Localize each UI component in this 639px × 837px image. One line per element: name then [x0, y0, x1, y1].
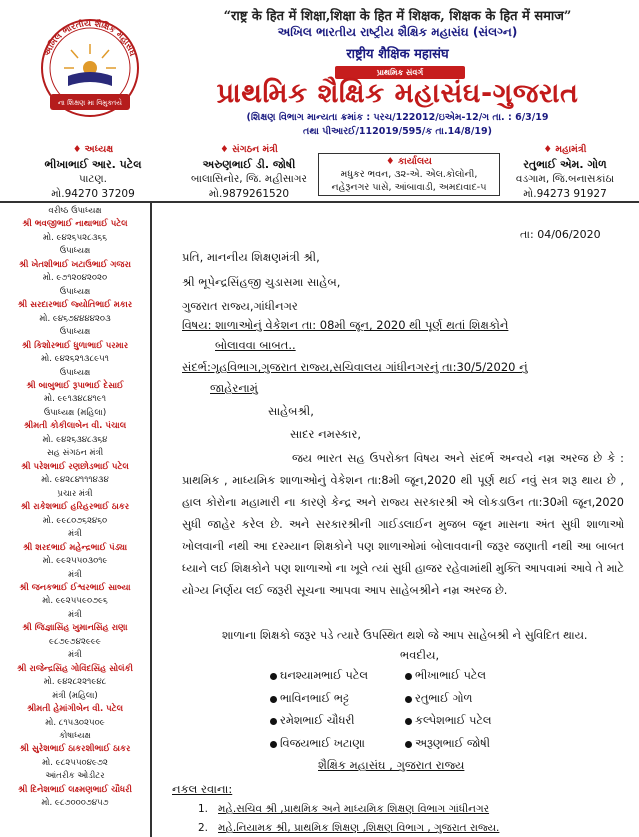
bullet-icon — [270, 696, 277, 703]
organization-signature: શૈક્ષિક મહાસંઘ , ગુજરાત રાજ્ય — [318, 758, 465, 772]
copy-to-text: મહે.સચિવ શ્રી ,પ્રાથમિક અને માધ્યમિક શિક્ષણ વિભાગ ગાંધીનગર — [218, 803, 490, 815]
signatory — [270, 714, 354, 728]
member-role: કોષાધ્યક્ષ — [59, 731, 91, 742]
member-role: ઉપાધ્યક્ષ — [59, 286, 91, 297]
sidebar-entry — [0, 690, 150, 730]
page-title: પ્રાથમિક શૈક્ષિક મહાસંઘ-ગુજરાત — [216, 78, 579, 109]
sidebar-entry — [0, 730, 150, 770]
registration-line-2: તથા પીઆરઈ/112019/595/ક તા.14/8/19) — [303, 126, 492, 137]
member-mobile: મો. ૯૯૨૫૫૦૩૦૧૯ — [42, 555, 108, 566]
reference-line-2: જાહેરનામું — [210, 381, 258, 395]
office-address-line-1: મધુકર ભવન, ૩૨-એ. એલ.કોલોની, — [340, 169, 478, 180]
member-mobile: મો. ૯૮૭૦૦૦૭૪૫૭ — [41, 798, 109, 809]
bullet-icon — [405, 673, 412, 680]
salutation: સાહેબશ્રી, — [268, 404, 314, 418]
sidebar-entry — [0, 245, 150, 285]
recipient-line-3: ગુજરાત રાજ્ય,ગાંધીનગર — [182, 299, 298, 313]
member-role: ઉપાધ્યક્ષ — [59, 327, 91, 338]
member-name: શ્રી કિશોરભાઈ ધુળાભાઈ પરમાર — [21, 340, 129, 351]
officer-place: પાટણ. — [79, 173, 107, 185]
member-mobile: મો. ૯૪૬૭૪૪૪૪૨૦૩ — [39, 313, 111, 324]
signatory — [270, 737, 365, 751]
bullet-icon — [405, 718, 412, 725]
copy-to-number: 2. — [198, 822, 209, 834]
member-role: મંત્રી — [68, 609, 82, 620]
signatory — [270, 692, 349, 706]
members-sidebar — [0, 205, 150, 811]
member-role: વરીષ્ઠ ઉપાધ્યક્ષ — [48, 206, 102, 216]
sidebar-entry — [0, 609, 150, 649]
affiliation-line: અખિલ ભારતીય રાષ્ટ્રીય શૈક્ષિક મહાસંઘ (સંલગ્ન) — [277, 25, 518, 39]
member-name: શ્રી ખેતશીભાઈ ખટાઉભાઈ ગજરા — [19, 259, 131, 270]
member-role: મંત્રી — [68, 569, 82, 580]
sidebar-divider — [150, 203, 152, 837]
office-address-line-2: નહેરૂનગર પાસે, આંબાવાડી, અમદાવાદ-૫ — [331, 182, 487, 193]
sidebar-entry — [0, 326, 150, 366]
officer-role: ♦ મહામંત્રી — [543, 144, 587, 155]
officer-name: અરુણભાઈ ડી. જોષી — [202, 158, 296, 171]
member-name: શ્રી સરદારભાઈ જ્યોતિભાઈ મકાર — [17, 300, 133, 311]
rashtriya-line: राष्ट्रीय शैक्षिक महासंघ — [346, 47, 449, 62]
member-name: શ્રી રાજેન્દ્રસિંહ ગોવિંદસિંહ સોલંકી — [17, 663, 133, 674]
signatory-name: કલ્પેશભાઈ પટેલ — [415, 714, 492, 727]
copy-to-item — [198, 822, 499, 835]
officer-role: ♦ સંગઠન મંત્રી — [220, 144, 278, 155]
officer-place: બાલાસિનોર, જિ. મહીસાગર — [191, 173, 307, 185]
member-mobile: મો. ૯૯૧૩૪૮૪૧૯૧ — [44, 394, 106, 405]
member-name: શ્રીમતી હેમાંગીબેન વી. પટેલ — [26, 704, 124, 715]
member-mobile: મો. ૯૪૨૬૩૪૮૩૬૪ — [42, 434, 108, 445]
logo-motto: ના શિક્ષણ મા વિમુક્તયે — [57, 99, 123, 107]
letter-paragraph: જય ભારત સહ ઉપરોક્ત વિષય અને સંદર્ભ અન્વયે નમ્ર અરજ છે કે : પ્રાથમિક , માધ્યમિક શાળાઓનું વેકેશન તા:8મી જૂન,2020 થી પૂર્ણ થઈ નવું સત્ર શરૂ થાય છે , હાલ કોરોના મહામારી ના કારણે કેન્દ્ર અને રાજ્ય સરકારશ્રી એ લોકડાઉન તા:30મી જૂન,2020 સુધી જાહેર કરેલ છે. અને સરકારશ્રીની ગાઈડલાઈન મુજબ જૂન માસના અંત સુધી શાળાઓ ખોલવાની નથી આ દરમ્યાન શિક્ષકોને પણ શાળાઓમાં બોલાવવાની જરૂર જણાતી નથી આ બાબત ધ્યાને લઈ શિક્ષકોને પણ શાળાઓ ના ખૂલે ત્યાં સુધી હાજર રહેવામાંથી મુક્તિ આપવામાં આવે તે માટે યોગ્ય નિર્ણય લઈ જરૂરી સૂચના આપવા આપ સાહેબશ્રીને નમ્ર અરજ છે. — [182, 452, 624, 597]
member-role: ઉપાધ્યક્ષ — [59, 246, 91, 257]
member-name: શ્રી શરદભાઈ મહેન્દ્રભાઈ પંડ્યા — [22, 542, 128, 553]
subject-line-1: વિષય: શાળાઓનું વેકેશન તા: 08મી જૂન, 2020 થી પૂર્ણ થતાં શિક્ષકોને — [182, 318, 509, 332]
signatory-name: વિજયભાઈ ખટાણા — [280, 737, 365, 750]
member-role: આંતરીક ઓડીટર — [45, 771, 105, 782]
member-mobile: ૯૮૭૯૭૪૨૯૯૯ — [49, 636, 101, 647]
signatory — [405, 669, 486, 683]
copy-to-item — [198, 803, 489, 816]
member-name: શ્રી પરેશભાઈ રણછોડભાઈ પટેલ — [21, 461, 129, 472]
officer-place: વડગામ, જિ.બનાસકાંઠા — [515, 173, 615, 185]
member-name: શ્રી દિનેશભાઈ લક્ષ્મણભાઈ ચૌધરી — [18, 784, 132, 795]
member-role: મંત્રી (મહિલા) — [52, 690, 98, 701]
copy-to-text: મહે.નિયામક શ્રી, પ્રાથમિક શિક્ષણ ,શિક્ષણ વિભાગ , ગુજરાત રાજ્ય. — [218, 822, 500, 834]
recipient-line-2: શ્રી ભૂપેન્દ્રસિંહજી ચુડાસમા સાહેબ, — [182, 275, 341, 289]
member-mobile: મો. ૯૪૨૬૫૨૮૩૬૬ — [42, 232, 107, 243]
member-mobile: મો. ૯૪૨૬૨૧૩૮૯૫૧ — [41, 353, 109, 364]
signatory — [405, 737, 490, 751]
officer-role: ♦ અધ્યક્ષ — [72, 144, 114, 155]
member-name: શ્રી જિજ્ઞાસિંહ ખુમાનસિંહ રાણા — [22, 623, 128, 634]
member-role: મંત્રી — [68, 529, 82, 540]
signatory — [270, 669, 368, 683]
copy-to-title: નકલ રવાના: — [172, 782, 233, 796]
sidebar-entry — [0, 367, 150, 407]
bullet-icon — [270, 673, 277, 680]
bullet-icon — [270, 741, 277, 748]
bullet-icon — [405, 741, 412, 748]
member-mobile: મો. ૮૧૫૩૦૨૫૦૯ — [45, 717, 105, 728]
office-address-box — [318, 153, 500, 196]
member-mobile: મો. ૯૭૧૨૦૪૨૦૨૦ — [42, 273, 108, 284]
officer-mobile: મો.9879261520 — [208, 188, 290, 200]
sidebar-entry — [0, 286, 150, 326]
officer-name: ભીખાભાઈ આર. પટેલ — [44, 158, 142, 171]
bullet-icon — [405, 696, 412, 703]
logo-text: અખિલ ભારતીય શૈક્ષિક મહાસંઘ — [42, 18, 138, 58]
samvarg-badge: પ્રાથમિક સંવર્ગ — [335, 66, 465, 79]
header-divider — [0, 201, 639, 203]
member-name: શ્રીમતી કોકીલાબેન વી. પંચાલ — [23, 421, 127, 432]
sidebar-entry — [0, 205, 150, 245]
member-name: શ્રી ભવજીભાઈ નાથાભાઈ પટેલ — [22, 219, 128, 230]
sidebar-entry — [0, 649, 150, 689]
signatory-name: અરૂણભાઈ જોષી — [415, 737, 490, 750]
greeting: સાદર નમસ્કાર, — [290, 427, 362, 441]
signatory — [405, 692, 472, 706]
member-mobile: મો. ૯૪૨૮૨૨૧૯૪૮ — [43, 677, 107, 688]
officer-sangathan — [185, 142, 313, 202]
registration-line-1: (શિક્ષણ વિભાગ માન્યતા ક્રમાંક : પરચ/122012/ઇએમ-12/ગ તા. : 6/3/19 — [246, 112, 549, 123]
signatory-name: ભાવિનભાઈ ભટ્ટ — [280, 692, 350, 705]
sidebar-entry — [0, 407, 150, 447]
member-mobile: મો. ૯૯૮૦૭૬૨૪૬૦ — [42, 515, 108, 526]
office-role: ♦ કાર્યાલય — [386, 156, 432, 167]
member-role: સહ સંગઠન મંત્રી — [46, 448, 104, 459]
member-mobile: મો. ૯૪૨૮૪૧૧૧૪૩૪ — [41, 475, 109, 486]
officer-president — [28, 142, 158, 202]
member-role: મંત્રી — [68, 650, 82, 661]
organization-logo — [30, 10, 150, 120]
officer-mobile: મો.94273 91927 — [523, 188, 607, 200]
copy-to-number: 1. — [198, 803, 209, 815]
closing: ભવદીય, — [400, 648, 440, 662]
member-role: ઉપાધ્યક્ષ — [59, 367, 91, 378]
officer-general-secretary — [500, 142, 630, 202]
recipient-line-1: પ્રતિ, માનનીય શિક્ષણમંત્રી શ્રી, — [182, 250, 320, 264]
bullet-icon — [270, 718, 277, 725]
member-mobile: મો. ૯૮૨૫૫૦૪૯૭૨ — [42, 757, 108, 768]
member-role: પ્રચાર મંત્રી — [57, 488, 93, 499]
member-name: શ્રી રાકેશભાઈ હરિહરભાઈ ઠાકર — [20, 502, 130, 513]
subject-line-2: બોલાવવા બાબત.. — [215, 338, 296, 352]
signatory-name: ભીખાભાઈ પટેલ — [415, 669, 486, 682]
member-role: ઉપાધ્યક્ષ (મહિલા) — [43, 407, 107, 418]
signatory-name: રમેશભાઈ ચૌધરી — [280, 714, 355, 727]
letter-paragraph-2: શાળાના શિક્ષકો જરૂર પડે ત્યારે ઉપસ્થિત થશે જે આપ સાહેબશ્રી ને સુવિદિત થાય. — [222, 629, 588, 642]
member-mobile: મો. ૯૯૨૫૫૯૦૭૯૬ — [42, 596, 108, 607]
member-name: શ્રી જનકભાઈ ઈશ્વરભાઈ સાબ્યા — [19, 582, 131, 593]
signatory — [405, 714, 491, 728]
sidebar-entry — [0, 447, 150, 487]
officer-name: રતુભાઈ એમ. ગોળ — [523, 158, 607, 171]
sidebar-entry — [0, 770, 150, 810]
member-name: શ્રી બાબુભાઈ રૂપાભાઈ દેસાઈ — [26, 380, 124, 391]
officer-mobile: મો.94270 37209 — [51, 188, 135, 200]
letter-date: તા: 04/06/2020 — [520, 228, 601, 241]
sidebar-entry — [0, 488, 150, 528]
sidebar-entry — [0, 569, 150, 609]
motto: “राष्ट्र के हित में शिक्षा,शिक्षा के हित में शिक्षक, शिक्षक के हित में समाज” — [223, 9, 572, 24]
member-name: શ્રી સુરેશભાઈ ઠાકરશીભાઈ ઠાકર — [19, 744, 131, 755]
signatory-name: રતુભાઈ ગોળ — [415, 692, 473, 705]
sidebar-entry — [0, 528, 150, 568]
signatory-name: ઘનશ્યામભાઈ પટેલ — [280, 669, 368, 682]
reference-line-1: સંદર્ભ:ગૃહવિભાગ,ગુજરાત રાજ્ય,સચિવાલય ગાંધીનગરનું તા:30/5/2020 નું — [182, 360, 528, 374]
